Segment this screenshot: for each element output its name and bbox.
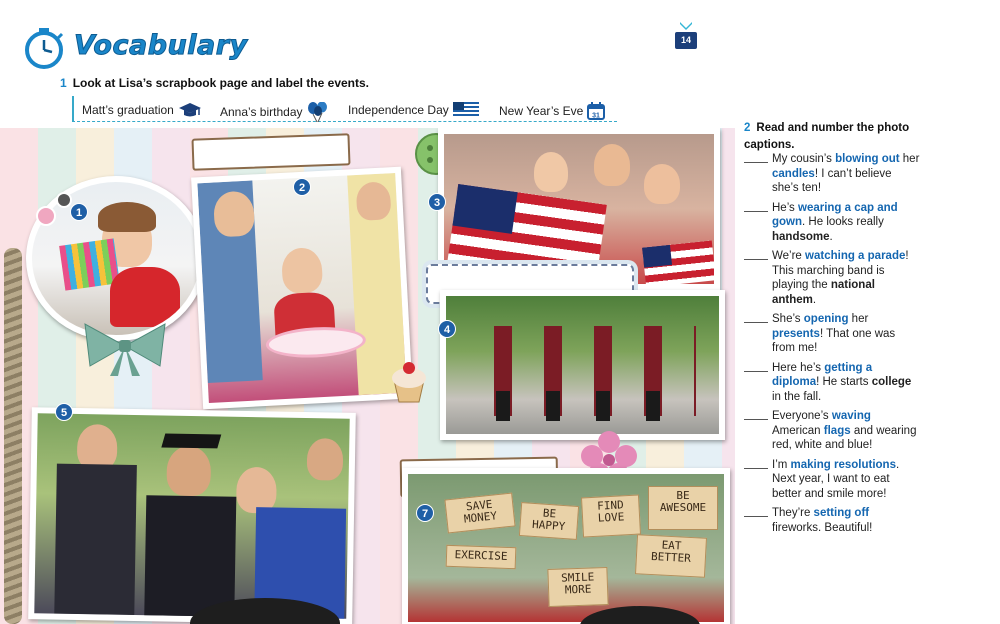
vocabulary-logo (22, 22, 252, 72)
label-independence-day: Independence Day (348, 102, 479, 118)
dark-button (56, 192, 72, 208)
us-flag-icon (453, 102, 479, 118)
vocab-highlight: opening (803, 313, 849, 325)
answer-blank[interactable] (744, 419, 768, 420)
bold-word: college (871, 376, 912, 388)
caption-fragment: her (848, 313, 869, 325)
caption-text (772, 202, 898, 243)
graduation-cap-icon (178, 102, 202, 118)
resolution-card: FIND LOVE (581, 495, 641, 538)
resolution-card: SAVE MONEY (444, 493, 515, 534)
caption-fragment: . Next year, I want to eat better and smile more! (772, 458, 900, 500)
caption-text (772, 250, 909, 306)
caption-item (744, 152, 920, 196)
twine-rope (4, 248, 22, 624)
caption-fragment: He’s (772, 201, 798, 214)
caption-text (772, 362, 911, 403)
answer-blank[interactable] (744, 259, 768, 260)
task-number: 2 (744, 122, 751, 134)
caption-fragment: My cousin’s (772, 153, 836, 165)
vocab-highlight: presents (772, 327, 820, 340)
chevron-down-icon (680, 22, 692, 30)
resolution-card: SMILE MORE (547, 567, 608, 607)
vocab-highlight: making resolutions (790, 458, 896, 471)
stopwatch-icon (22, 26, 72, 70)
caption-fragment: Everyone’s (772, 410, 832, 422)
label-word-bank (72, 96, 617, 122)
bold-word: national anthem (772, 279, 875, 306)
caption-fragment: . (812, 293, 817, 306)
scrapbook-page (0, 128, 735, 624)
task-text: Read and number the photo captions. (744, 122, 910, 151)
label-new-years-eve: New Year’s Eve 31 (499, 102, 605, 120)
answer-blank[interactable] (744, 516, 768, 517)
svg-text:31: 31 (592, 112, 601, 120)
caption-text (772, 459, 899, 500)
caption-fragment: . He looks really (802, 216, 884, 228)
caption-fragment: I’m (772, 458, 791, 471)
photo-number-badge: 1 (70, 203, 88, 221)
caption-fragment: in the fall. (772, 390, 822, 403)
caption-text (772, 313, 895, 354)
photo-2-birthday-candles (191, 167, 413, 410)
photo-number-badge: 2 (293, 178, 311, 196)
label-annas-birthday: Anna’s birthday (220, 102, 329, 122)
label-matts-graduation: Matt’s graduation (82, 102, 202, 118)
vocab-highlight: blowing out (835, 153, 900, 165)
caption-item (744, 506, 920, 535)
photo-number-badge: 5 (55, 403, 73, 421)
vocab-highlight: wearing a cap and gown (772, 201, 898, 228)
answer-blank[interactable] (744, 211, 768, 212)
photo-number-badge: 3 (428, 193, 446, 211)
vocab-highlight: setting off (813, 507, 870, 519)
caption-text (772, 153, 919, 194)
caption-item (744, 409, 920, 453)
caption-item (744, 249, 920, 307)
answer-blank[interactable] (744, 322, 768, 323)
vocab-highlight: watching a parade (805, 250, 906, 262)
pink-button (36, 206, 56, 226)
caption-fragment: Here he’s (772, 361, 825, 374)
resolution-card: EAT BETTER (635, 534, 707, 578)
gingham-bow (80, 316, 170, 378)
photo-4-parade (440, 290, 725, 440)
caption-fragment: her (899, 153, 920, 165)
resolution-card: EXERCISE (446, 545, 517, 569)
label-tag-blank[interactable] (191, 133, 350, 170)
task-1-instruction (60, 76, 369, 90)
caption-item (744, 458, 920, 502)
caption-item (744, 361, 920, 405)
answer-blank[interactable] (744, 468, 768, 469)
caption-text (772, 507, 872, 534)
photo-captions-list (744, 152, 920, 540)
graduation-cap (161, 434, 221, 449)
balloons-icon (307, 102, 329, 122)
caption-fragment: ! That one was from me! (772, 327, 896, 354)
cupcake-sticker (388, 360, 430, 404)
caption-fragment: She’s (772, 313, 804, 325)
caption-fragment: American (772, 424, 824, 437)
page-number: 14 (675, 32, 697, 49)
caption-fragment: ! He starts (816, 376, 872, 388)
caption-fragment: ! I can’t believe she’s ten! (772, 167, 892, 194)
task-number: 1 (60, 76, 67, 90)
photo-5-graduation (28, 407, 356, 624)
caption-fragment: fireworks. Beautiful! (772, 521, 873, 534)
caption-text (772, 410, 916, 451)
caption-fragment: They’re (772, 507, 814, 519)
bold-word: handsome (772, 230, 830, 243)
vocab-highlight: waving (831, 410, 871, 422)
photo-number-badge: 7 (416, 504, 434, 522)
photo-7-resolutions (402, 468, 730, 624)
calendar-31-icon (587, 102, 605, 120)
section-title: Vocabulary (74, 30, 248, 61)
page-number-badge (675, 22, 697, 50)
vocab-highlight: candles (772, 167, 815, 180)
photo-number-badge: 4 (438, 320, 456, 338)
resolution-card: BE HAPPY (519, 502, 579, 540)
vocab-highlight: flags (823, 424, 851, 437)
task-2-instruction (744, 120, 914, 154)
caption-fragment: . (829, 230, 833, 243)
answer-blank[interactable] (744, 371, 768, 372)
resolution-card: BE AWESOME (648, 486, 718, 530)
answer-blank[interactable] (744, 162, 768, 163)
task-text: Look at Lisa’s scrapbook page and label the events. (72, 76, 369, 90)
caption-item (744, 312, 920, 356)
vocab-highlight: getting a diploma (772, 361, 873, 388)
caption-fragment: We’re (772, 250, 806, 262)
caption-fragment: and wearing red, white and blue! (772, 424, 917, 451)
caption-item (744, 201, 920, 245)
caption-fragment: ! This marching band is playing the (772, 250, 909, 291)
